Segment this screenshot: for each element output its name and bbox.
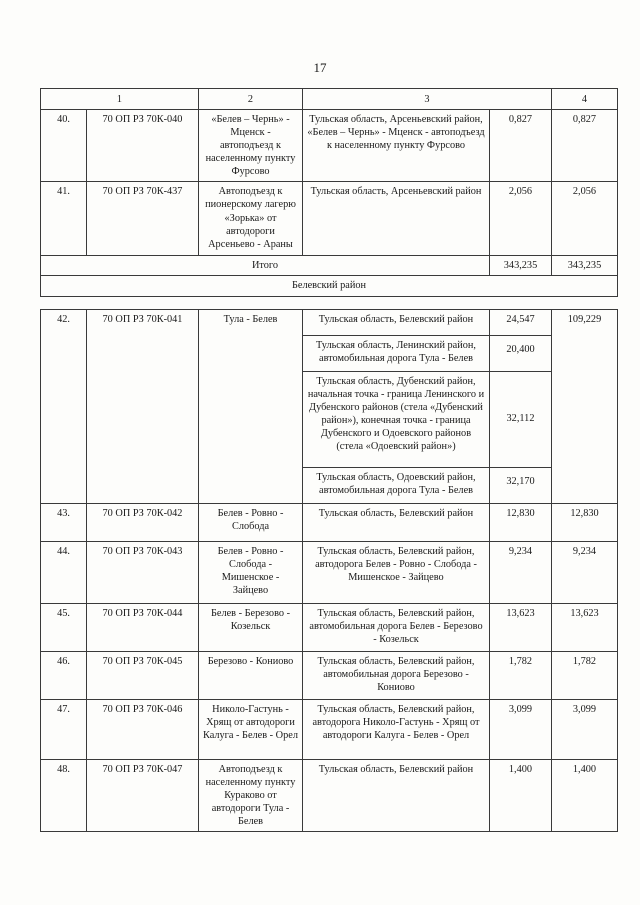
road-location: Тульская область, Дубенский район, начальная точка - граница Ленинского и Дубенского районов (стела «Дубенский район»), конечная точка - граница Дубенского и Одоевского районов (стела «Одоевский район») <box>303 371 490 467</box>
district-spacer <box>41 296 618 309</box>
segment-length: 32,170 <box>490 467 552 503</box>
column-number-header <box>41 89 618 110</box>
row-number: 45. <box>41 603 87 651</box>
column-header-3: 3 <box>303 89 552 110</box>
segment-length: 2,056 <box>490 182 552 256</box>
road-location: Тульская область, Белевский район, автомобильная дорога Белев - Березово - Козельск <box>303 603 490 651</box>
road-name: Белев - Ровно - Слобода <box>199 503 303 541</box>
row-number: 40. <box>41 110 87 182</box>
road-name: Тула - Белев <box>199 309 303 503</box>
segment-length: 24,547 <box>490 309 552 335</box>
table-row <box>41 541 618 603</box>
segment-length: 1,782 <box>490 651 552 699</box>
table-row <box>41 182 618 256</box>
row-number: 41. <box>41 182 87 256</box>
column-header-4: 4 <box>552 89 618 110</box>
total-label: Итого <box>41 256 490 276</box>
road-location: Тульская область, Белевский район, автодорога Николо-Гастунь - Хрящ от автодороги Калуга - Белев - Орел <box>303 699 490 759</box>
road-total-length: 0,827 <box>552 110 618 182</box>
table-row <box>41 699 618 759</box>
road-name: Белев - Березово - Козельск <box>199 603 303 651</box>
segment-length: 13,623 <box>490 603 552 651</box>
road-code: 70 ОП РЗ 70К-040 <box>87 110 199 182</box>
road-code: 70 ОП РЗ 70К-042 <box>87 503 199 541</box>
page-number: 17 <box>313 60 327 75</box>
road-location: Тульская область, Арсеньевский район, «Белев – Чернь» - Мценск - автоподъезд к населенному пункту Фурсово <box>303 110 490 182</box>
road-total-length: 109,229 <box>552 309 618 503</box>
segment-length: 9,234 <box>490 541 552 603</box>
segment-length: 0,827 <box>490 110 552 182</box>
total-length: 343,235 <box>490 256 552 276</box>
road-code: 70 ОП РЗ 70К-044 <box>87 603 199 651</box>
road-total-length: 1,400 <box>552 759 618 831</box>
row-number: 43. <box>41 503 87 541</box>
table-row <box>41 110 618 182</box>
road-total-length: 9,234 <box>552 541 618 603</box>
road-total-length: 3,099 <box>552 699 618 759</box>
road-name: Николо-Гастунь - Хрящ от автодороги Калуга - Белев - Орел <box>199 699 303 759</box>
road-code: 70 ОП РЗ 70К-043 <box>87 541 199 603</box>
segment-length: 20,400 <box>490 335 552 371</box>
road-code: 70 ОП РЗ 70К-437 <box>87 182 199 256</box>
table-row <box>41 651 618 699</box>
total-row <box>41 256 618 276</box>
road-location: Тульская область, Одоевский район, автомобильная дорога Тула - Белев <box>303 467 490 503</box>
road-name: Березово - Кониово <box>199 651 303 699</box>
table-row <box>41 309 618 335</box>
row-number: 47. <box>41 699 87 759</box>
road-total-length: 1,782 <box>552 651 618 699</box>
table-row <box>41 503 618 541</box>
column-header-1: 1 <box>41 89 199 110</box>
total-sum: 343,235 <box>552 256 618 276</box>
segment-length: 12,830 <box>490 503 552 541</box>
row-number: 48. <box>41 759 87 831</box>
row-number: 46. <box>41 651 87 699</box>
road-total-length: 13,623 <box>552 603 618 651</box>
road-name: Белев - Ровно - Слобода - Мишенское - Зайцево <box>199 541 303 603</box>
table-row <box>41 603 618 651</box>
road-name: «Белев – Чернь» - Мценск - автоподъезд к населенному пункту Фурсово <box>199 110 303 182</box>
road-location: Тульская область, Белевский район <box>303 309 490 335</box>
road-location: Тульская область, Ленинский район, автомобильная дорога Тула - Белев <box>303 335 490 371</box>
road-code: 70 ОП РЗ 70К-047 <box>87 759 199 831</box>
road-location: Тульская область, Арсеньевский район <box>303 182 490 256</box>
row-number: 42. <box>41 309 87 503</box>
road-name: Автоподъезд к населенному пункту Кураково от автодороги Тула - Белев <box>199 759 303 831</box>
district-title: Белевский район <box>41 276 618 296</box>
column-header-2: 2 <box>199 89 303 110</box>
road-code: 70 ОП РЗ 70К-041 <box>87 309 199 503</box>
segment-length: 3,099 <box>490 699 552 759</box>
road-registry-table <box>40 88 618 832</box>
spacer-cell <box>41 296 618 309</box>
road-code: 70 ОП РЗ 70К-045 <box>87 651 199 699</box>
road-total-length: 2,056 <box>552 182 618 256</box>
table-row <box>41 759 618 831</box>
row-number: 44. <box>41 541 87 603</box>
segment-length: 32,112 <box>490 371 552 467</box>
road-location: Тульская область, Белевский район <box>303 503 490 541</box>
segment-length: 1,400 <box>490 759 552 831</box>
road-total-length: 12,830 <box>552 503 618 541</box>
road-name: Автоподъезд к пионерскому лагерю «Зорька» от автодороги Арсеньево - Араны <box>199 182 303 256</box>
road-location: Тульская область, Белевский район <box>303 759 490 831</box>
district-header-row <box>41 276 618 296</box>
road-location: Тульская область, Белевский район, автомобильная дорога Березово - Кониово <box>303 651 490 699</box>
road-location: Тульская область, Белевский район, автодорога Белев - Ровно - Слобода - Мишенское - Зайцево <box>303 541 490 603</box>
road-code: 70 ОП РЗ 70К-046 <box>87 699 199 759</box>
